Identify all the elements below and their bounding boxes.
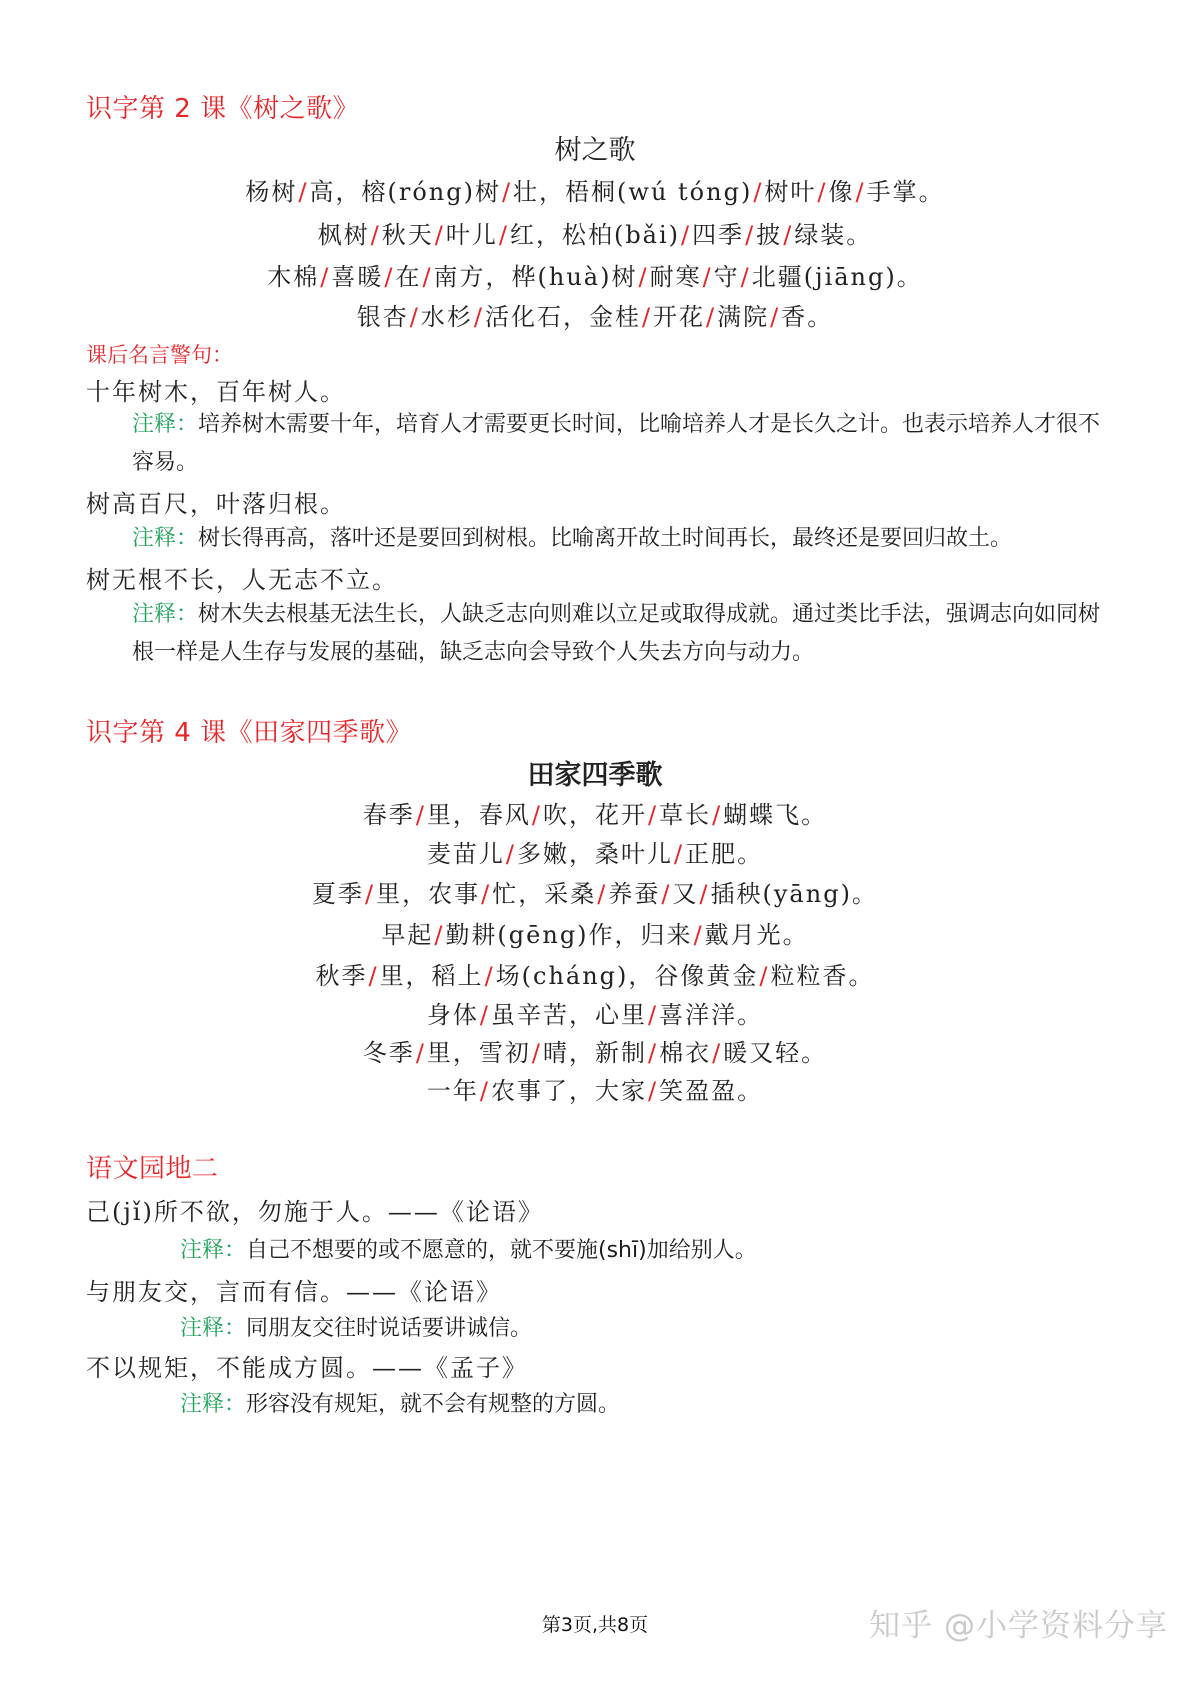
poem-segment: 开花	[653, 303, 706, 331]
poem-segment: 水杉	[420, 303, 473, 331]
poem-segment: 喜暖	[331, 263, 384, 291]
poem-segment: 夏季	[312, 880, 365, 908]
section-heading-shu-zhi-ge: 识字第 2 课《树之歌》	[86, 94, 360, 124]
pause-slash: /	[699, 880, 710, 908]
section-heading-tian-jia-si-ji-ge: 识字第 4 课《田家四季歌》	[86, 718, 413, 748]
poem-segment: 秋天	[381, 221, 434, 249]
note-label: 注释：	[132, 602, 199, 627]
poem-segment: 守	[713, 263, 740, 291]
poem-segment: 一年	[426, 1077, 479, 1105]
poem-segment: 养蚕	[608, 880, 661, 908]
poem-segment: 草长	[659, 801, 712, 829]
poem-line	[0, 795, 1190, 830]
poem-segment: 冬季	[362, 1039, 415, 1067]
note-label: 注释：	[132, 412, 199, 437]
pause-slash: /	[648, 1001, 659, 1029]
poem-segment: 银杏	[356, 303, 409, 331]
pause-slash: /	[661, 880, 672, 908]
note-block	[180, 1386, 1080, 1424]
sub-heading-quotes: 课后名言警句：	[86, 343, 233, 367]
poem-segment: 壮，梧桐(wú tóng)	[513, 178, 753, 206]
poem-segment: 耐寒	[649, 263, 702, 291]
poem-segment: 里，稻上	[379, 962, 484, 990]
note-text: 树长得再高，落叶还是要回到树根。比喻离开故土时间再长，最终还是要回归故土。	[198, 526, 1013, 551]
pause-slash: /	[498, 221, 509, 249]
poem-segment: 北疆(jiāng)。	[751, 263, 923, 291]
poem-segment: 棉衣	[659, 1039, 712, 1067]
note-block	[180, 1232, 1080, 1270]
note-block	[132, 596, 1122, 672]
poem-segment: 粒粒香。	[770, 962, 875, 990]
poem-segment: 暖又轻。	[723, 1039, 828, 1067]
poem-segment: 活化石，金桂	[484, 303, 641, 331]
poem-line	[0, 834, 1190, 869]
pause-slash: /	[638, 263, 649, 291]
pause-slash: /	[531, 801, 542, 829]
poem-line	[0, 172, 1190, 207]
note-text: 自己不想要的或不愿意的，就不要施(shī)加给别人。	[246, 1238, 757, 1263]
pause-slash: /	[484, 962, 495, 990]
pause-slash: /	[501, 178, 513, 206]
note-label: 注释：	[132, 526, 199, 551]
pause-slash: /	[712, 801, 723, 829]
pause-slash: /	[674, 840, 685, 868]
pause-slash: /	[648, 801, 659, 829]
poem-segment: 忙，采桑	[492, 880, 597, 908]
pause-slash: /	[531, 1039, 542, 1067]
note-label: 注释：	[180, 1316, 247, 1341]
pause-slash: /	[681, 221, 692, 249]
pause-slash: /	[702, 263, 713, 291]
poem-segment: 南方，桦(huà)树	[433, 263, 638, 291]
pause-slash: /	[434, 921, 445, 949]
poem-segment: 场(cháng)，谷像黄金	[495, 962, 759, 990]
poem-segment: 农事了，大家	[491, 1077, 647, 1105]
poem-segment: 满院	[717, 303, 770, 331]
pause-slash: /	[753, 178, 764, 206]
poem-line	[0, 297, 1190, 332]
poem-segment: 红，松柏(bǎi)	[509, 221, 681, 249]
pause-slash: /	[817, 178, 828, 206]
poem-segment: 杨树	[245, 178, 298, 206]
poem-segment: 披	[756, 221, 783, 249]
quote-text: 不以规矩，不能成方圆。——《孟子》	[86, 1354, 528, 1382]
pause-slash: /	[641, 303, 653, 331]
poem-segment: 正肥。	[685, 840, 764, 868]
poem-segment: 手掌。	[866, 178, 945, 206]
pause-slash: /	[384, 263, 395, 291]
poem-segment: 戴月光。	[704, 921, 809, 949]
poem-segment: 在	[395, 263, 422, 291]
pause-slash: /	[706, 303, 717, 331]
poem-segment: 蝴蝶飞。	[723, 801, 828, 829]
poem-segment: 又	[672, 880, 699, 908]
watermark: 知乎 @小学资料分享	[869, 1608, 1168, 1644]
quote-text: 己(jǐ)所不欲，勿施于人。——《论语》	[86, 1198, 544, 1226]
poem-segment: 里，春风	[426, 801, 531, 829]
pause-slash: /	[422, 263, 433, 291]
quote-text: 树高百尺，叶落归根。	[86, 490, 346, 518]
poem-segment: 枫树	[317, 221, 370, 249]
poem-segment: 绿装。	[794, 221, 873, 249]
poem-segment: 笑盈盈。	[659, 1077, 764, 1105]
pause-slash: /	[434, 221, 445, 249]
poem-segment: 四季	[692, 221, 745, 249]
poem-line	[0, 956, 1190, 991]
pause-slash: /	[298, 178, 309, 206]
pause-slash: /	[597, 880, 608, 908]
poem-segment: 多嫩，桑叶儿	[517, 840, 673, 868]
poem-segment: 麦苗儿	[426, 840, 505, 868]
quote-text: 树无根不长，人无志不立。	[86, 566, 398, 594]
poem-line	[0, 874, 1190, 909]
note-block	[132, 406, 1122, 482]
section-heading-yu-wen-yuan-di: 语文园地二	[86, 1154, 219, 1184]
poem-title: 田家四季歌	[527, 760, 663, 791]
pause-slash: /	[648, 1039, 659, 1067]
quote-text: 与朋友交，言而有信。——《论语》	[86, 1278, 502, 1306]
poem-segment: 虽辛苦，心里	[491, 1001, 647, 1029]
poem-segment: 里，农事	[376, 880, 481, 908]
pause-slash: /	[365, 880, 376, 908]
pause-slash: /	[479, 1001, 490, 1029]
poem-segment: 秋季	[315, 962, 368, 990]
pause-slash: /	[481, 880, 492, 908]
poem-segment: 树叶	[764, 178, 817, 206]
poem-segment: 春季	[362, 801, 415, 829]
poem-title: 树之歌	[554, 135, 636, 166]
quote-text: 十年树木，百年树人。	[86, 378, 346, 406]
pause-slash: /	[693, 921, 704, 949]
note-text: 树木失去根基无法生长，人缺乏志向则难以立足或取得成就。通过类比手法，强调志向如同树根一样是人生存与发展的基础，缺乏志向会导致个人失去方向与动力。	[132, 602, 1101, 665]
poem-line	[0, 1071, 1190, 1106]
poem-segment: 早起	[381, 921, 434, 949]
pause-slash: /	[473, 303, 484, 331]
poem-segment: 香。	[781, 303, 834, 331]
note-block	[132, 520, 1122, 558]
poem-segment: 吹，花开	[543, 801, 647, 829]
pause-slash: /	[409, 303, 420, 331]
poem-segment: 高，榕(róng)树	[309, 178, 501, 206]
pause-slash: /	[368, 962, 379, 990]
poem-line	[0, 1033, 1190, 1068]
poem-segment: 晴，新制	[543, 1039, 647, 1067]
poem-line	[0, 995, 1190, 1030]
note-text: 形容没有规矩，就不会有规整的方圆。	[246, 1392, 621, 1417]
note-text: 同朋友交往时说话要讲诚信。	[246, 1316, 533, 1341]
pause-slash: /	[415, 801, 426, 829]
poem-segment: 身体	[426, 1001, 479, 1029]
note-block	[180, 1310, 1080, 1348]
poem-segment: 勤耕(gēng)作，归来	[445, 921, 693, 949]
pause-slash: /	[320, 263, 331, 291]
note-label: 注释：	[180, 1238, 247, 1263]
pause-slash: /	[783, 221, 794, 249]
pause-slash: /	[770, 303, 781, 331]
poem-line	[0, 915, 1190, 950]
poem-segment: 喜洋洋。	[659, 1001, 764, 1029]
note-text: 培养树木需要十年，培育人才需要更长时间，比喻培养人才是长久之计。也表示培养人才很不容易。	[132, 412, 1101, 475]
pause-slash: /	[745, 221, 756, 249]
poem-segment: 像	[828, 178, 855, 206]
pause-slash: /	[479, 1077, 490, 1105]
pause-slash: /	[712, 1039, 723, 1067]
pause-slash: /	[370, 221, 381, 249]
poem-segment: 里，雪初	[426, 1039, 531, 1067]
pause-slash: /	[759, 962, 770, 990]
pause-slash: /	[415, 1039, 426, 1067]
page-number: 第3页,共8页	[541, 1614, 649, 1636]
note-label: 注释：	[180, 1392, 247, 1417]
pause-slash: /	[505, 840, 516, 868]
poem-segment: 插秧(yāng)。	[710, 880, 878, 908]
poem-line	[0, 257, 1190, 292]
poem-segment: 木棉	[267, 263, 320, 291]
pause-slash: /	[740, 263, 751, 291]
pause-slash: /	[855, 178, 866, 206]
pause-slash: /	[648, 1077, 659, 1105]
poem-segment: 叶儿	[445, 221, 498, 249]
poem-line	[0, 215, 1190, 250]
